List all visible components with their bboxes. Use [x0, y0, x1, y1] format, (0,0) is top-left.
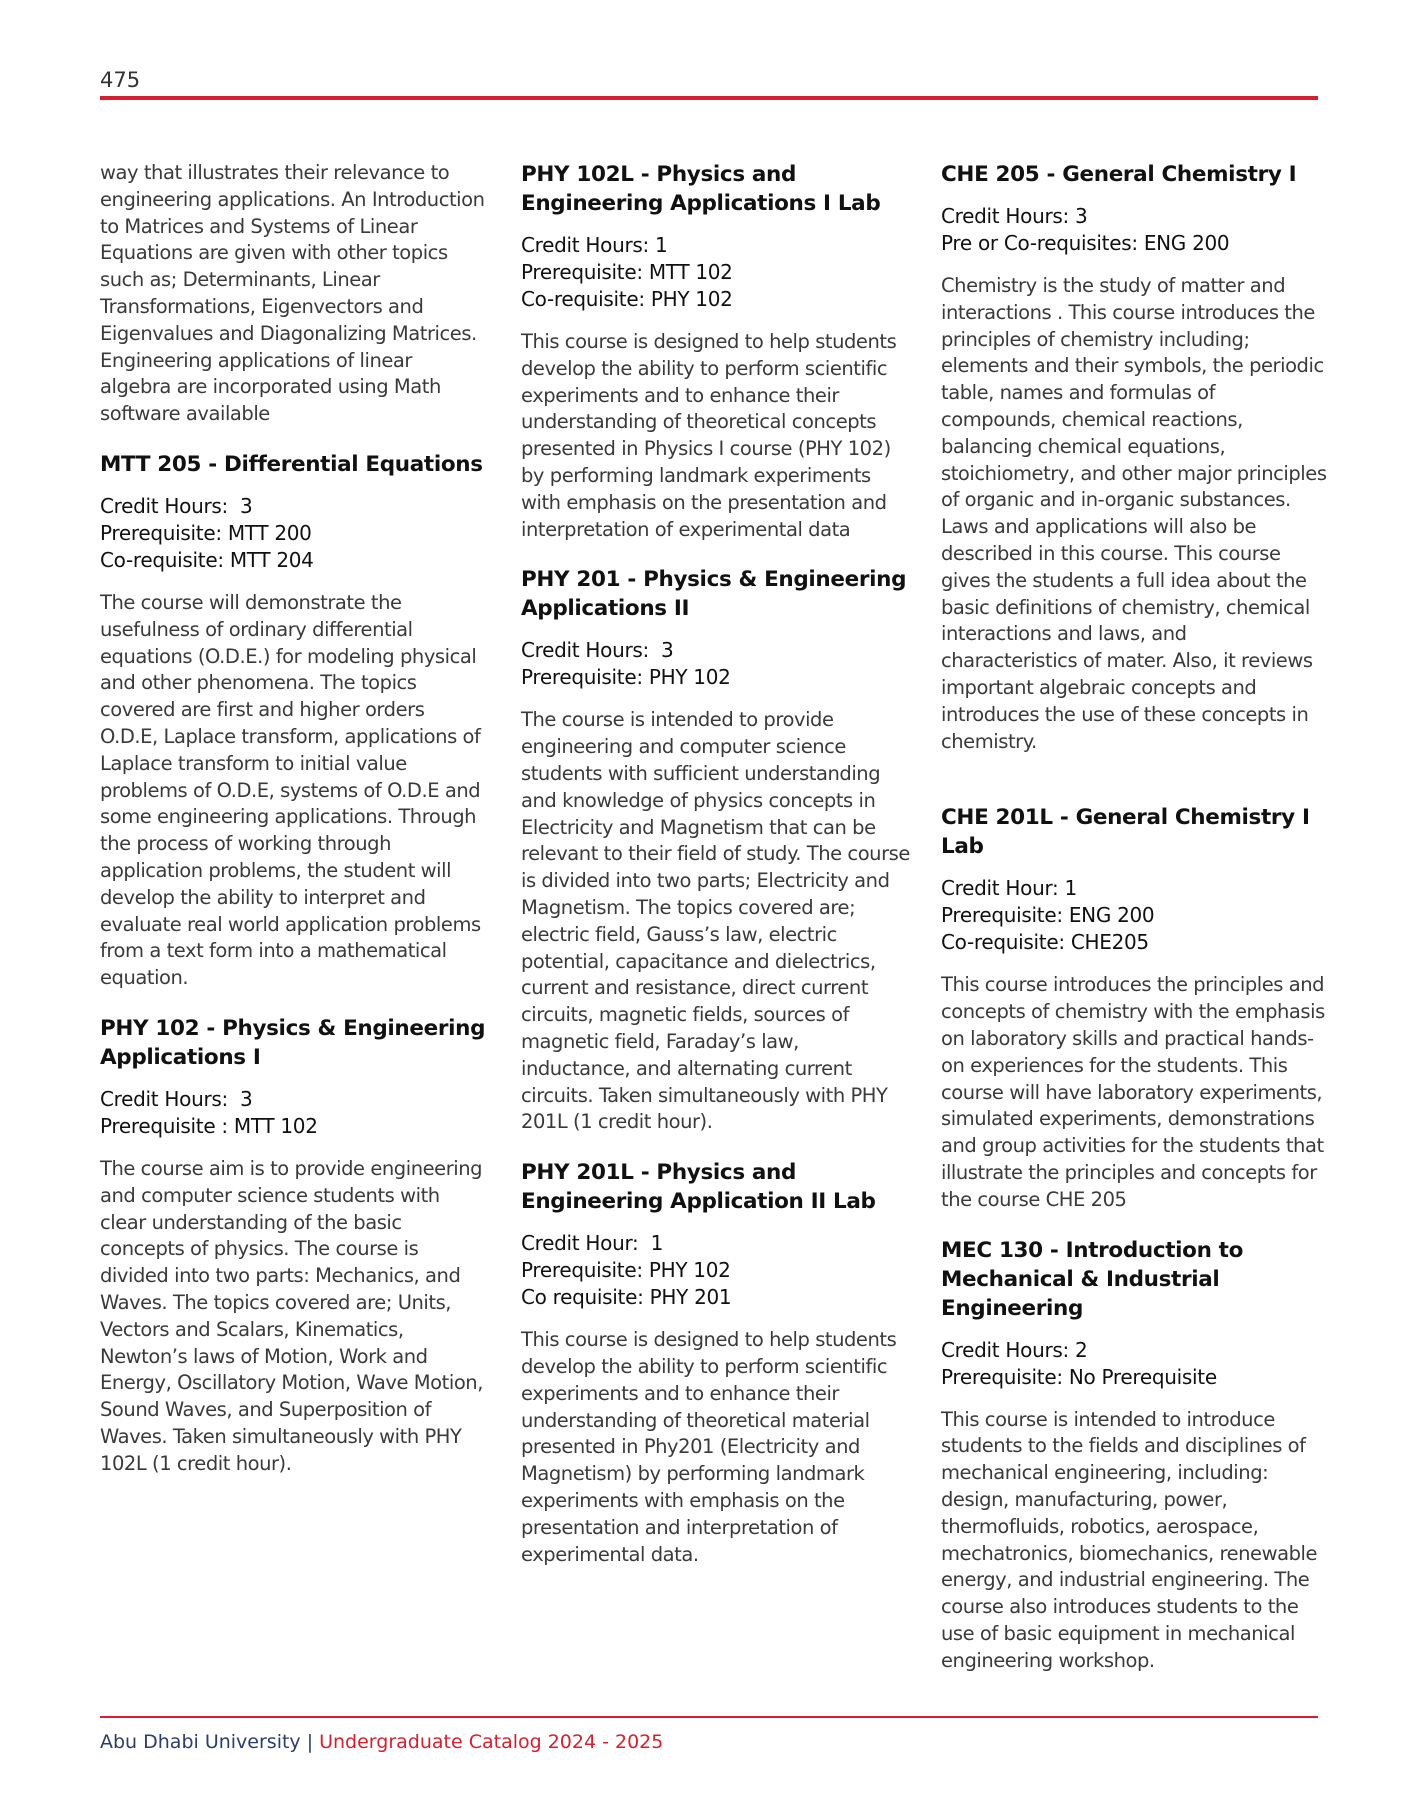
course-title-phy102: PHY 102 - Physics & Engineering Applications I	[100, 1015, 486, 1070]
prerequisite: Prerequisite: MTT 200	[100, 520, 312, 545]
footer-catalog: Undergraduate Catalog 2024 - 2025	[319, 1731, 664, 1753]
course-meta-phy201	[521, 637, 911, 691]
course-description-phy102: The course aim is to provide engineering and computer science students with clear understanding of the basic concepts of physics. The course is divided into two parts: Mechanics, and Waves. The topics covered are; Units, Vectors and Scalars, Kinematics, Newton’s laws of Motion, Work and Energy, Oscillatory Motion, Wave Motion, Sound Waves, and Superposition of Waves. Taken simultaneously with PHY 102L (1 credit hour).	[100, 1156, 483, 1475]
credit-hours: Credit Hours: 3	[100, 1086, 253, 1111]
prerequisite: Prerequisite: PHY 102	[521, 665, 731, 690]
course-meta-mtt205	[100, 493, 486, 574]
prerequisite: Pre or Co-requisites: ENG 200	[941, 231, 1230, 255]
credit-hours: Credit Hours: 3	[941, 204, 1088, 228]
course-meta-phy102	[100, 1086, 486, 1140]
course-description-phy102l: This course is designed to help students develop the ability to perform scientific experiments and to enhance their understanding of theoretical concepts presented in Physics I course (PHY 102) by performing landmark experiments with emphasis on the presentation and interpretation of experimental data	[521, 330, 897, 541]
page-number: 475	[100, 68, 141, 92]
course-description-mtt205: The course will demonstrate the usefulness of ordinary differential equations (O.D.E.) for modeling physical and other phenomena. The topics covered are first and higher orders O.D.E, Laplace transform, applications of Laplace transform to initial value problems of O.D.E, systems of O.D.E and some engineering applications. Through the process of working through application problems, the student will develop the ability to interpret and evaluate real world application problems from a text form into a mathematical equation.	[100, 590, 481, 990]
course-description-mec130: This course is intended to introduce students to the fields and disciplines of mechanical engineering, including: design, manufacturing, power, thermofluids, robotics, aerospace, mechatronics, biomechanics, renewable energy, and industrial engineering. The course also introduces students to the use of basic equipment in mechanical engineering workshop.	[941, 1407, 1318, 1672]
course-meta-che205	[941, 203, 1327, 257]
prerequisite: Prerequisite: ENG 200	[941, 903, 1155, 928]
course-title-phy102l: PHY 102L - Physics and Engineering Applications I Lab	[521, 162, 881, 216]
linear-algebra-continued-text: way that illustrates their relevance to engineering applications. An Introduction to Matrices and Systems of Linear Equations are given with other topics such as; Determinants, Linear Transformations, Eigenvectors and Eigenvalues and Diagonalizing Matrices. Engineering applications of linear algebra are incorporated using Math software available	[100, 161, 485, 426]
prerequisite: Prerequisite: MTT 102	[521, 260, 733, 284]
column-left	[100, 160, 486, 1499]
corequisite: Co-requisite: MTT 204	[100, 547, 314, 572]
footer-separator: |	[306, 1731, 314, 1753]
corequisite: Co requisite: PHY 201	[521, 1285, 732, 1310]
section-spacer	[941, 777, 1327, 803]
course-meta-phy201l	[521, 1230, 911, 1311]
course-title-che201l: CHE 201L - General Chemistry I Lab	[941, 805, 1310, 860]
footer-rule	[100, 1716, 1318, 1718]
course-description-phy201: The course is intended to provide engineering and computer science students with sufficient understanding and knowledge of physics concepts in Electricity and Magnetism that can be relevant to their field of study. The course is divided into two parts; Electricity and Magnetism. The topics covered are; electric field, Gauss’s law, electric potential, capacitance and dielectrics, current and resistance, direct current circuits, magnetic fields, sources of magnetic field, Faraday’s law, inductance, and alternating current circuits. Taken simultaneously with PHY 201L (1 credit hour).	[521, 708, 910, 1134]
course-title-phy201l: PHY 201L - Physics and Engineering Application II Lab	[521, 1160, 876, 1215]
course-title-phy201: PHY 201 - Physics & Engineering Applications II	[521, 567, 907, 622]
course-title-mtt205: MTT 205 - Differential Equations	[100, 451, 483, 477]
course-title-che205: CHE 205 - General Chemistry I	[941, 162, 1297, 187]
course-description-che205: Chemistry is the study of matter and interactions . This course introduces the principles of chemistry including; elements and their symbols, the periodic table, names and formulas of compounds, chemical reactions, balancing chemical equations, stoichiometry, and other major principles of organic and in-organic substances. Laws and applications will also be described in this course. This course gives the students a full idea about the basic definitions of chemistry, chemical interactions and laws, and characteristics of mater. Also, it reviews important algebraic concepts and introduces the use of these concepts in chemistry.	[941, 274, 1327, 753]
credit-hours: Credit Hour: 1	[521, 1231, 664, 1256]
prerequisite: Prerequisite : MTT 102	[100, 1113, 318, 1138]
course-meta-che201l	[941, 875, 1327, 956]
credit-hours: Credit Hours: 1	[521, 233, 668, 257]
course-description-che201l: This course introduces the principles and concepts of chemistry with the emphasis on laboratory skills and practical hands-on experiences for the students. This course will have laboratory experiments, simulated experiments, demonstrations and group activities for the students that illustrate the principles and concepts for the course CHE 205	[941, 973, 1325, 1211]
footer-university: Abu Dhabi University	[100, 1731, 301, 1753]
course-meta-mec130	[941, 1337, 1327, 1391]
course-meta-phy102l	[521, 232, 911, 313]
prerequisite: Prerequisite: No Prerequisite	[941, 1364, 1217, 1389]
course-description-phy201l: This course is designed to help students develop the ability to perform scientific experiments and to enhance their understanding of theoretical material presented in Phy201 (Electricity and Magnetism) by performing landmark experiments with emphasis on the presentation and interpretation of experimental data.	[521, 1328, 897, 1566]
course-title-mec130: MEC 130 - Introduction to Mechanical & Industrial Engineering	[941, 1237, 1244, 1321]
corequisite: Co-requisite: CHE205	[941, 930, 1149, 955]
credit-hours: Credit Hour: 1	[941, 876, 1077, 901]
credit-hours: Credit Hours: 3	[100, 493, 253, 518]
corequisite: Co-requisite: PHY 102	[521, 287, 733, 311]
column-right	[941, 160, 1327, 1696]
header-rule	[100, 96, 1318, 100]
credit-hours: Credit Hours: 3	[521, 638, 674, 663]
page-footer	[100, 1730, 663, 1754]
prerequisite: Prerequisite: PHY 102	[521, 1258, 731, 1283]
column-middle	[521, 160, 911, 1590]
credit-hours: Credit Hours: 2	[941, 1337, 1088, 1362]
